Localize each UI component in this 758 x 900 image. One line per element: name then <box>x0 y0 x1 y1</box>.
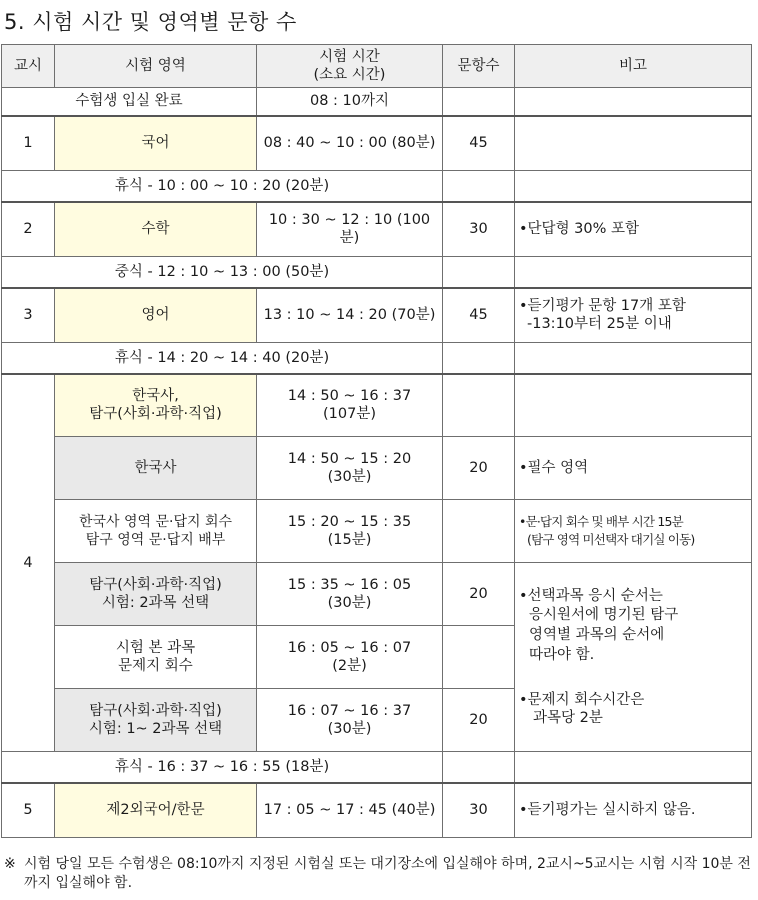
period-1-time: 08 : 40 ~ 10 : 00 (80분) <box>257 116 443 171</box>
period-5-count: 30 <box>443 783 515 838</box>
lunch-text: 중식 - 12 : 10 ~ 13 : 00 (50분) <box>2 257 443 288</box>
inquiry-1-2-subjects-count: 20 <box>443 689 515 752</box>
period-2-area: 수학 <box>55 202 257 257</box>
collect-tested-time: 16 : 05 ~ 16 : 07 (2분) <box>257 626 443 689</box>
period-2-count: 30 <box>443 202 515 257</box>
period-3-area: 영어 <box>55 288 257 343</box>
header-time: 시험 시간 (소요 시간) <box>257 45 443 88</box>
period-1-number: 1 <box>2 116 55 171</box>
period-2-time: 10 : 30 ~ 12 : 10 (100분) <box>257 202 443 257</box>
lunch-row <box>2 257 752 288</box>
inquiry-note-order <box>519 587 748 665</box>
period-1-count: 45 <box>443 116 515 171</box>
break-3-row <box>2 752 752 783</box>
page-title: 5. 시험 시간 및 영역별 문항 수 <box>4 10 297 34</box>
inquiry-1-2-subjects-time: 16 : 07 ~ 16 : 37 (30분) <box>257 689 443 752</box>
korean-history-time: 14 : 50 ~ 15 : 20 (30분) <box>257 437 443 500</box>
period-3-time: 13 : 10 ~ 14 : 20 (70분) <box>257 288 443 343</box>
inquiry-note-order-line1: •선택과목 응시 순서는 <box>519 588 663 604</box>
footnote <box>4 855 754 893</box>
collect-note-line2: (탐구 영역 미선택자 대기실 이동) <box>527 532 695 547</box>
period-4-row-4 <box>2 563 752 626</box>
header-count: 문항수 <box>443 45 515 88</box>
header-note: 비고 <box>515 45 752 88</box>
period-5-area: 제2외국어/한문 <box>55 783 257 838</box>
period-4-combined-time: 14 : 50 ~ 16 : 37 (107분) <box>257 374 443 437</box>
collect-tested-area: 시험 본 과목 문제지 회수 <box>55 626 257 689</box>
period-4-row-3 <box>2 500 752 563</box>
period-4-row-2 <box>2 437 752 500</box>
inquiry-2-subjects-area: 탐구(사회·과학·직업) 시험: 2과목 선택 <box>55 563 257 626</box>
period-2-row <box>2 202 752 257</box>
period-1-row <box>2 116 752 171</box>
collect-distribute-time: 15 : 20 ~ 15 : 35 (15분) <box>257 500 443 563</box>
period-1-area: 국어 <box>55 116 257 171</box>
entry-time: 08 : 10까지 <box>257 88 443 116</box>
period-5-time: 17 : 05 ~ 17 : 45 (40분) <box>257 783 443 838</box>
period-5-note: •듣기평가는 실시하지 않음. <box>515 783 752 838</box>
collect-distribute-area: 한국사 영역 문·답지 회수 탐구 영역 문·답지 배부 <box>55 500 257 563</box>
period-4-combined-area: 한국사, 탐구(사회·과학·직업) <box>55 374 257 437</box>
break-2-row <box>2 343 752 374</box>
inquiry-note-collect-line1: •문제지 회수시간은 <box>519 692 645 708</box>
period-2-note: •단답형 30% 포함 <box>515 202 752 257</box>
inquiry-note-collect-line2: 과목당 2분 <box>533 710 603 726</box>
header-row <box>2 45 752 88</box>
period-4-number: 4 <box>2 374 55 752</box>
inquiry-note-collect <box>519 691 748 727</box>
break-3-text: 휴식 - 16 : 37 ~ 16 : 55 (18분) <box>2 752 443 783</box>
exam-schedule-table <box>1 44 752 838</box>
period-3-note-line1: •듣기평가 문항 17개 포함 <box>519 298 686 315</box>
break-2-text: 휴식 - 14 : 20 ~ 14 : 40 (20분) <box>2 343 443 374</box>
entry-row <box>2 88 752 116</box>
period-5-number: 5 <box>2 783 55 838</box>
inquiry-2-subjects-count: 20 <box>443 563 515 626</box>
break-1-text: 휴식 - 10 : 00 ~ 10 : 20 (20분) <box>2 171 443 202</box>
period-3-note <box>515 288 752 343</box>
period-3-count: 45 <box>443 288 515 343</box>
inquiry-note-order-line2: 응시원서에 명기된 탐구 영역별 과목의 순서에 따라야 함. <box>529 607 679 663</box>
period-3-note-line2: -13:10부터 25분 이내 <box>527 316 672 333</box>
korean-history-area: 한국사 <box>55 437 257 500</box>
period-3-row <box>2 288 752 343</box>
inquiry-note <box>515 563 752 752</box>
period-5-row <box>2 783 752 838</box>
korean-history-count: 20 <box>443 437 515 500</box>
inquiry-1-2-subjects-area: 탐구(사회·과학·직업) 시험: 1~ 2과목 선택 <box>55 689 257 752</box>
collect-distribute-note <box>515 500 752 563</box>
break-1-row <box>2 171 752 202</box>
entry-label: 수험생 입실 완료 <box>2 88 257 116</box>
header-area: 시험 영역 <box>55 45 257 88</box>
inquiry-2-subjects-time: 15 : 35 ~ 16 : 05 (30분) <box>257 563 443 626</box>
korean-history-note: •필수 영역 <box>515 437 752 500</box>
header-period: 교시 <box>2 45 55 88</box>
reference-mark-icon: ※ <box>4 856 16 872</box>
collect-note-line1: •문·답지 회수 및 배부 시간 15분 <box>519 514 683 529</box>
period-2-number: 2 <box>2 202 55 257</box>
footnote-text: 시험 당일 모든 수험생은 08:10까지 지정된 시험실 또는 대기장소에 입실해야 하며, 2교시~5교시는 시험 시작 10분 전까지 입실해야 함. <box>24 856 751 891</box>
period-3-number: 3 <box>2 288 55 343</box>
period-4-row-1 <box>2 374 752 437</box>
